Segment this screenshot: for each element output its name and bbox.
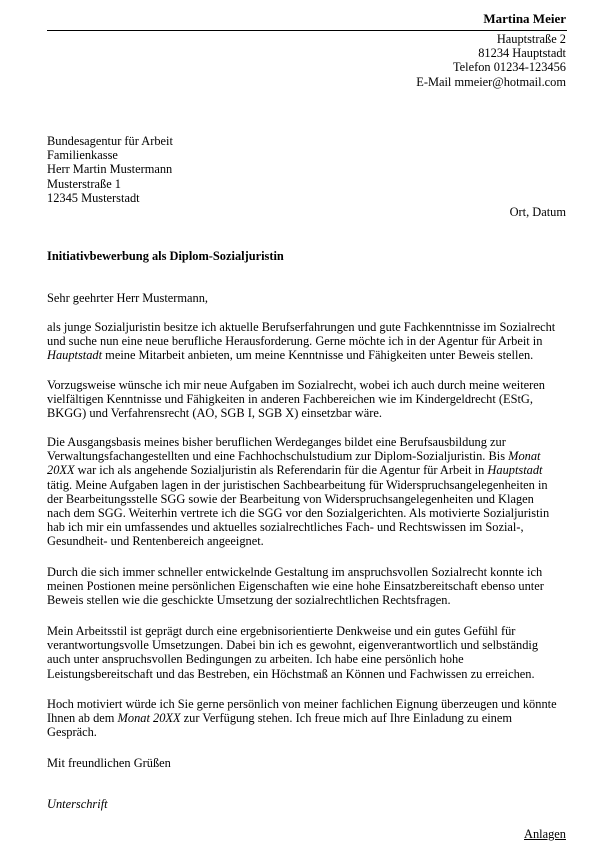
paragraph-line: hab ich mir ein umfassendes und aktuelles sozialrechtliches Fach- und Rechtswissen im Sozial-, [47, 520, 524, 535]
paragraph-line: verantwortungsvolle Umsetzungen. Dabei bin ich es gewohnt, eigenverantwortlich und selbständig [47, 638, 539, 653]
text-segment: Ihnen ab dem [47, 711, 118, 726]
text-segment: Verwaltungsfachangestellten und eine Fachhochschulstudium zur Diplom-Sozialjuristin. Bis [47, 449, 509, 464]
italic-text: Monat 20XX [117, 711, 181, 726]
italic-text: Monat [508, 449, 541, 464]
paragraph-line: Leistungsbereitschaft und das Bestreben, ein Höchstmaß an Können und Fachwissen zu erreichen. [47, 666, 535, 681]
paragraph-2 [47, 378, 577, 421]
italic-text: Hauptstadt [47, 348, 103, 363]
paragraph-line: Hoch motiviert würde ich Sie gerne persönlich von meiner fachlichen Eignung überzeugen und könnte [47, 697, 557, 711]
sender-city: 81234 Hauptstadt [478, 46, 566, 61]
paragraph-line: Durch die sich immer schneller entwickelnde Gestaltung im anspruchsvollen Sozialrecht konnte ich [47, 565, 543, 579]
closing-phrase: Mit freundlichen Grüßen [47, 756, 171, 770]
attachments-label: Anlagen [524, 827, 566, 841]
paragraph-line: Gesundheit- und Rentenbereich angeeignet. [47, 534, 264, 549]
paragraph-line: meinen Postionen meine persönlichen Eigenschaften wie eine hohe Einsatzbereitschaft ebenso unter [47, 579, 544, 594]
italic-text: Hauptstadt [487, 463, 543, 478]
recipient-line-5: 12345 Musterstadt [47, 190, 140, 205]
paragraph-6 [47, 697, 577, 740]
paragraph-1 [47, 320, 577, 363]
text-segment: meine Mitarbeit anbieten, um meine Kenntnisse und Fähigkeiten unter Beweis stellen. [102, 348, 534, 363]
sender-street: Hauptstraße 2 [496, 32, 566, 46]
paragraph-line: der Bearbeitungsstelle SGG sowie der Bearbeitung von Widerspruchsangelegenheiten und Klagen [47, 491, 534, 506]
signature: Unterschrift [47, 797, 108, 811]
paragraph-line: BKGG) und Verfahrensrecht (AO, SGB I, SGB X) einsetzbar wäre. [47, 406, 382, 421]
paragraph-line: Die Ausgangsbasis meines bisher beruflichen Werdeganges bildet eine Berufsausbildung zur [47, 435, 506, 449]
sender-phone: Telefon 01234-123456 [452, 60, 566, 75]
recipient-address-block [47, 134, 173, 205]
recipient-line-3: Herr Martin Mustermann [47, 162, 173, 177]
paragraph-line: vielfältigen Kenntnisse und Fähigkeiten in anderen Fachbereichen wie im Kindergeldrecht (EStG, [47, 392, 533, 407]
subject-line: Initiativbewerbung als Diplom-Sozialjuristin [47, 249, 284, 263]
place-date: Ort, Datum [509, 205, 566, 219]
paragraph-line: Gespräch. [47, 725, 97, 740]
paragraph-line: und suche nun eine neue berufliche Herausforderung. Gerne möchte ich in der Agentur für Arbeit in [47, 334, 543, 349]
paragraph-line [47, 463, 577, 477]
text-segment: zur Verfügung stehen. Ich freue mich auf Ihre Einladung zu einem [180, 711, 512, 726]
paragraph-line: nach dem SGG. Weiterhin vertrete ich die SGG vor den Sozialgerichten. Als motivierte Sozialjuristin [47, 506, 550, 521]
paragraph-line: Beweis stellen wie die geschickte Umsetzung der sozialrechtlichen Rechtsfragen. [47, 593, 451, 608]
paragraph-line: Vorzugsweise wünsche ich mir neue Aufgaben im Sozialrecht, wobei ich auch durch meine weiteren [47, 378, 545, 392]
salutation: Sehr geehrter Herr Mustermann, [47, 291, 209, 305]
paragraph-5 [47, 624, 577, 681]
paragraph-line [47, 711, 577, 725]
paragraph-line [47, 348, 577, 362]
text-segment: war ich als angehende Sozialjuristin als Referendarin für die Agentur für Arbeit in [74, 463, 488, 478]
recipient-line-4: Musterstraße 1 [47, 176, 121, 191]
paragraph-line: auch unter anspruchsvollen Bedingungen zu arbeiten. Ich habe eine persönlich hohe [47, 652, 464, 667]
paragraph-line [47, 449, 577, 463]
italic-text: 20XX [47, 463, 75, 478]
paragraph-line: tätig. Meine Aufgaben lagen in der juristischen Sachbearbeitung für Widerspruchsangelegenheiten in [47, 477, 548, 492]
recipient-line-1: Bundesagentur für Arbeit [47, 134, 173, 148]
header-divider [47, 30, 567, 31]
sender-name: Martina Meier [483, 11, 566, 26]
sender-email: E-Mail mmeier@hotmail.com [416, 74, 566, 89]
paragraph-line: Mein Arbeitsstil ist geprägt durch eine ergebnisorientierte Denkweise und ein gutes Gefühl für [47, 624, 516, 638]
paragraph-4 [47, 565, 577, 608]
recipient-line-2: Familienkasse [47, 148, 118, 163]
paragraph-3 [47, 435, 577, 549]
paragraph-line: als junge Sozialjuristin besitze ich aktuelle Berufserfahrungen und gute Fachkenntnisse im Sozialrecht [47, 320, 556, 334]
sender-address-block [416, 32, 566, 89]
